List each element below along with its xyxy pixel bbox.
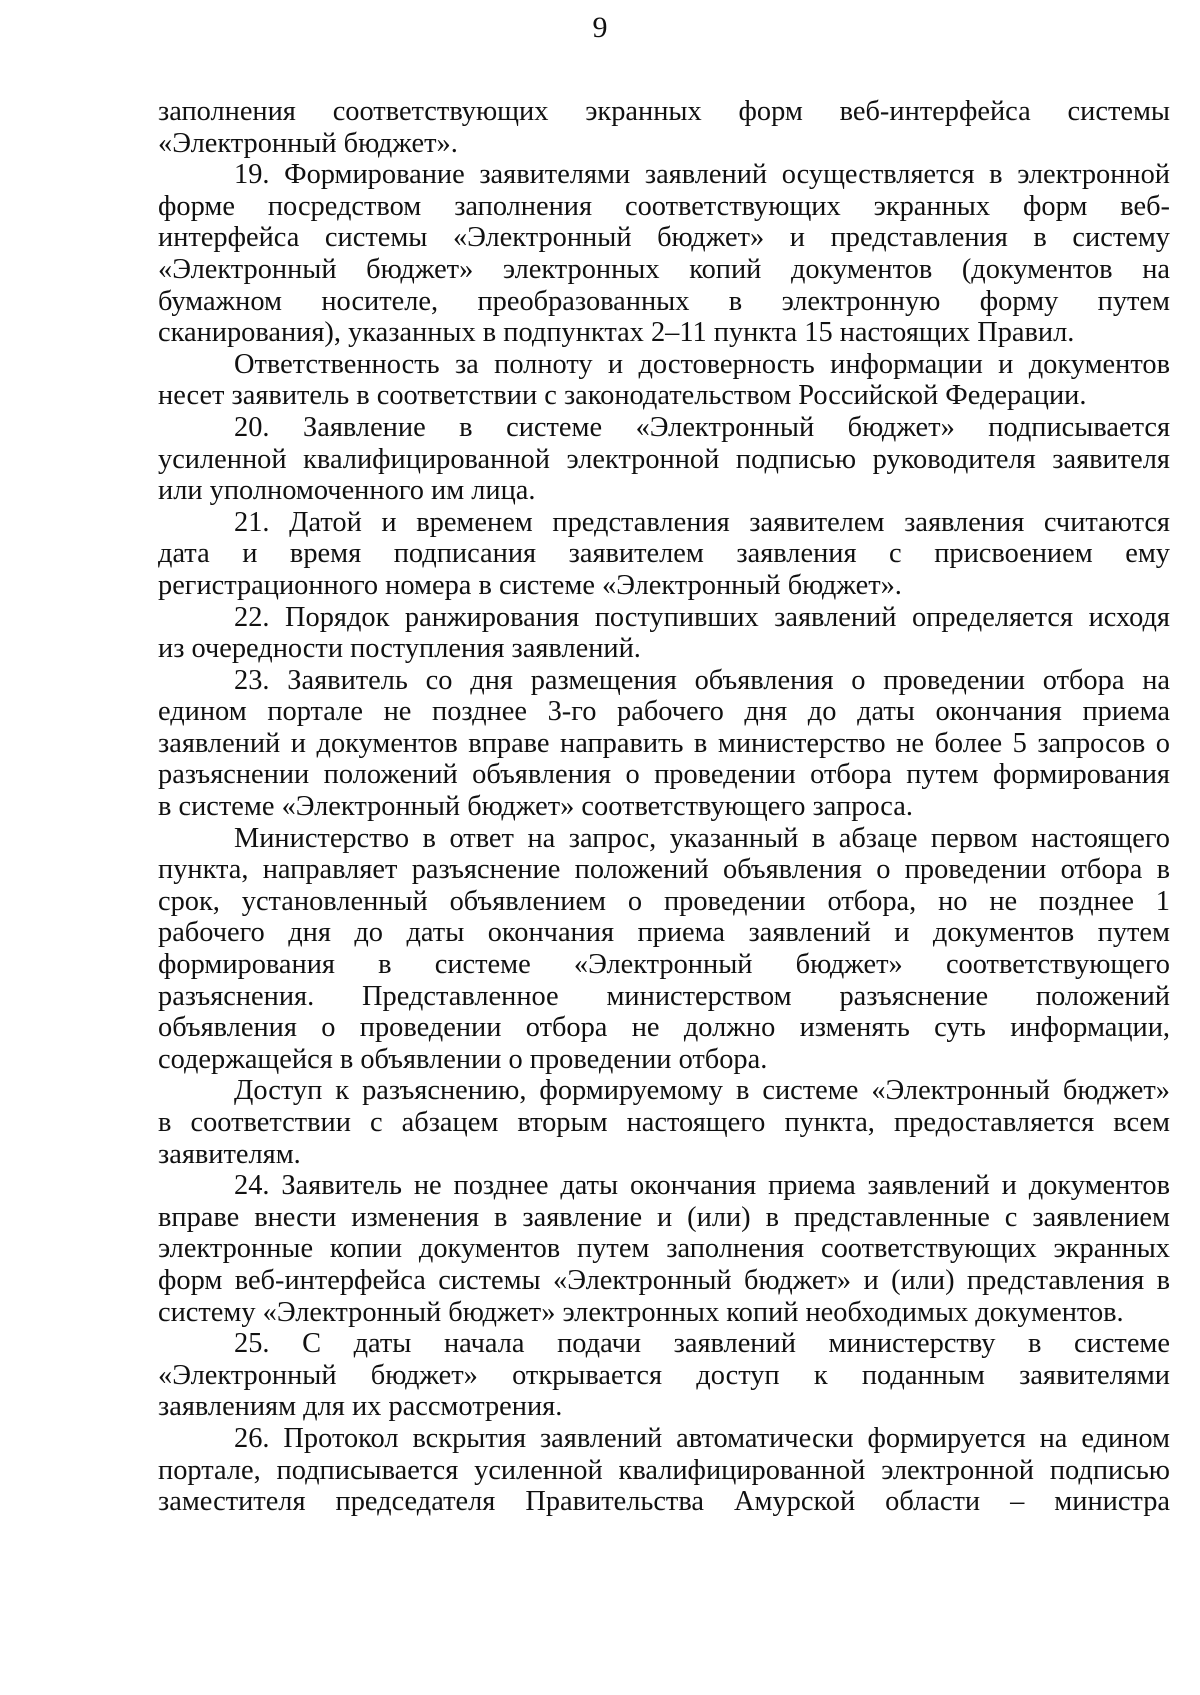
text-line: вправе внести изменения в заявление и (или) в представленные с заявлением [158,1201,1170,1233]
text-line: усиленной квалифицированной электронной подписью руководителя заявителя [158,443,1170,475]
text-line: срок, установленный объявлением о проведении отбора, но не позднее 1 [158,885,1170,917]
text-line: регистрационного номера в системе «Электронный бюджет». [158,569,902,601]
paragraph [158,665,1170,823]
text-line: несет заявитель в соответствии с законодательством Российской Федерации. [158,380,1087,412]
text-line: 26. Протокол вскрытия заявлений автоматически формируется на едином [234,1422,1170,1454]
document-body [158,96,1170,1518]
text-line: 22. Порядок ранжирования поступивших заявлений определяется исходя [234,601,1170,633]
text-line: «Электронный бюджет» электронных копий документов (документов на [158,253,1170,285]
text-line: 21. Датой и временем представления заявителем заявления считаются [234,506,1170,538]
paragraph [158,1170,1170,1328]
text-line: форм веб-интерфейса системы «Электронный бюджет» и (или) представления в [158,1264,1170,1296]
text-line: формирования в системе «Электронный бюджет» соответствующего [158,949,1170,981]
text-line: содержащейся в объявлении о проведении отбора. [158,1043,768,1075]
text-line: систему «Электронный бюджет» электронных копий необходимых документов. [158,1296,1124,1328]
text-line: заявлениям для их рассмотрения. [158,1391,563,1423]
text-line: объявления о проведении отбора не должно изменять суть информации, [158,1012,1170,1044]
paragraph [158,96,1170,159]
text-line: Доступ к разъяснению, формируемому в системе «Электронный бюджет» [234,1075,1170,1107]
text-line: 23. Заявитель со дня размещения объявления о проведении отбора на [234,664,1170,696]
text-line: «Электронный бюджет» открывается доступ к поданным заявителями [158,1359,1170,1391]
paragraph [158,602,1170,665]
text-line: заявителям. [158,1138,301,1170]
text-line: интерфейса системы «Электронный бюджет» и представления в систему [158,222,1170,254]
text-line: 19. Формирование заявителями заявлений осуществляется в электронной [234,159,1170,191]
paragraph [158,349,1170,412]
text-line: в системе «Электронный бюджет» соответствующего запроса. [158,791,913,823]
paragraph [158,1423,1170,1518]
text-line: Министерство в ответ на запрос, указанный в абзаце первом настоящего [234,822,1170,854]
text-line: сканирования), указанных в подпунктах 2–11 пункта 15 настоящих Правил. [158,317,1075,349]
paragraph [158,823,1170,1076]
paragraph [158,1075,1170,1170]
text-line: 24. Заявитель не позднее даты окончания приема заявлений и документов [234,1170,1170,1202]
text-line: портале, подписывается усиленной квалифицированной электронной подписью [158,1454,1170,1486]
text-line: из очередности поступления заявлений. [158,633,641,665]
text-line: заместителя председателя Правительства Амурской области – министра [158,1486,1170,1518]
paragraph [158,412,1170,507]
text-line: разъяснении положений объявления о проведении отбора путем формирования [158,759,1170,791]
text-line: разъяснения. Представленное министерством разъяснение положений [158,980,1170,1012]
text-line: электронные копии документов путем заполнения соответствующих экранных [158,1233,1170,1265]
page-number: 9 [592,11,608,44]
text-line: в соответствии с абзацем вторым настоящего пункта, предоставляется всем [158,1107,1170,1138]
text-line: форме посредством заполнения соответствующих экранных форм веб- [158,190,1170,222]
text-line: едином портале не позднее 3-го рабочего дня до даты окончания приема [158,696,1170,728]
text-line: «Электронный бюджет». [158,127,458,159]
text-line: бумажном носителе, преобразованных в электронную форму путем [158,285,1170,317]
text-line: заполнения соответствующих экранных форм веб-интерфейса системы [158,96,1170,127]
text-line: пункта, направляет разъяснение положений объявления о проведении отбора в [158,854,1170,886]
text-line: рабочего дня до даты окончания приема заявлений и документов путем [158,917,1170,949]
text-line: Ответственность за полноту и достоверность информации и документов [234,348,1170,380]
text-line: 20. Заявление в системе «Электронный бюджет» подписывается [234,411,1170,443]
text-line: 25. С даты начала подачи заявлений министерству в системе [234,1328,1170,1360]
paragraph [158,1328,1170,1423]
text-line: или уполномоченного им лица. [158,475,536,507]
text-line: дата и время подписания заявителем заявления с присвоением ему [158,538,1170,570]
text-line: заявлений и документов вправе направить в министерство не более 5 запросов о [158,727,1170,759]
paragraph [158,507,1170,602]
paragraph [158,159,1170,349]
